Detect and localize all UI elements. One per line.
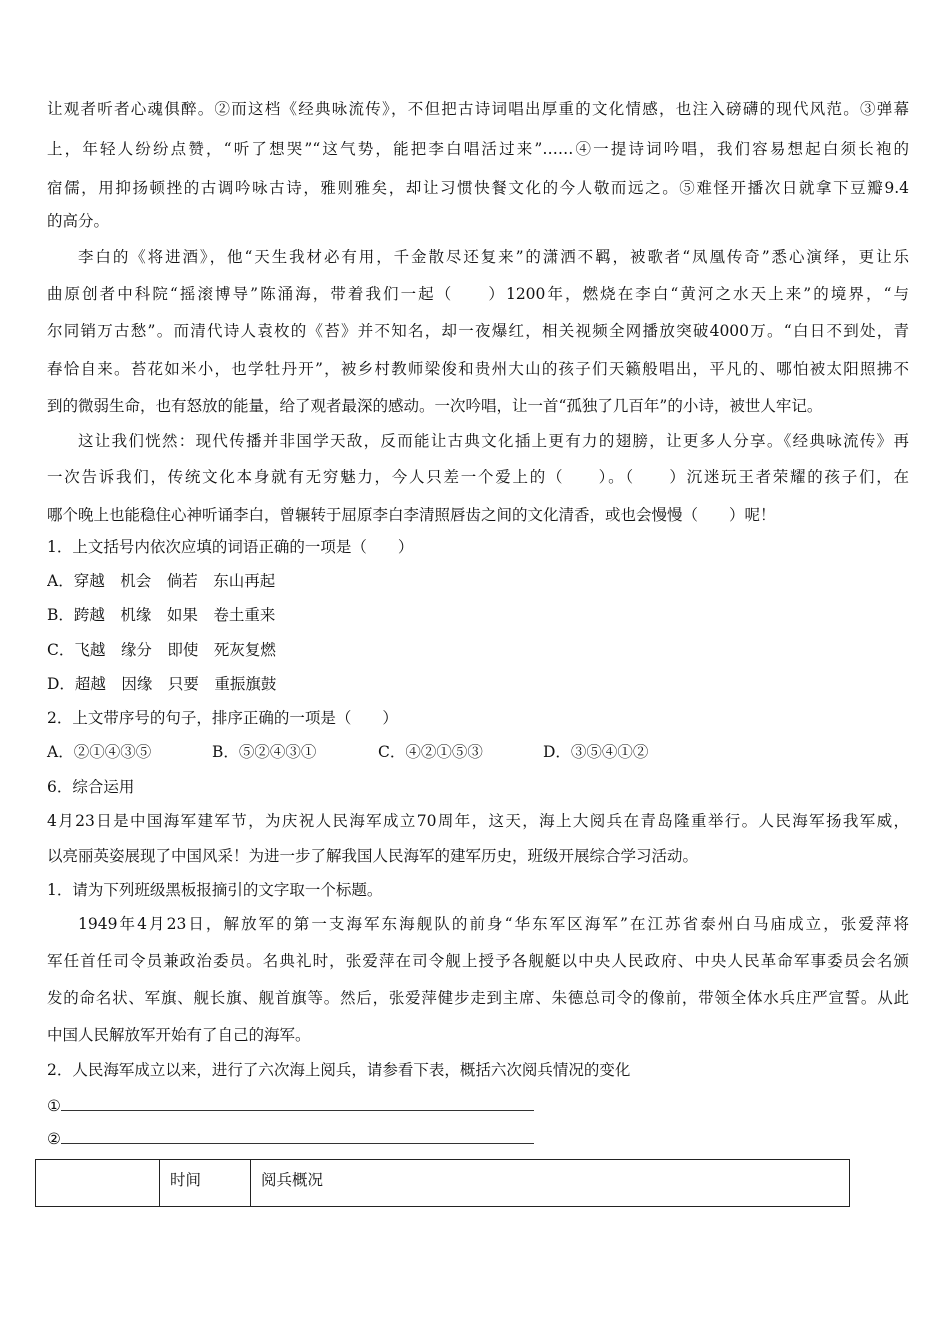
section-6-intro-line: 以亮丽英姿展现了中国风采！为进一步了解我国人民海军的建军历史，班级开展综合学习活动。: [47, 847, 699, 865]
excerpt-line: 中国人民解放军开始有了自己的海军。: [47, 1026, 311, 1044]
question-2-option-c[interactable]: C．④②①⑤③: [378, 743, 483, 761]
answer-blank-2[interactable]: [47, 1129, 534, 1149]
question-1-stem: 1．上文括号内依次应填的词语正确的一项是（ ）: [47, 538, 414, 556]
passage-p2-line: 尔同销万古愁”。而清代诗人袁枚的《苔》并不知名，却一夜爆红，相关视频全网播放突破4000万。“白日不到处，青: [47, 322, 909, 340]
answer-blank-1[interactable]: [47, 1096, 534, 1116]
question-1-option-d[interactable]: D．超越 因缘 只要 重振旗鼓: [47, 675, 277, 693]
answer-line: [61, 1129, 534, 1144]
excerpt-line: 发的命名状、军旗、舰长旗、舰首旗等。然后，张爱萍健步走到主席、朱德总司令的像前，带领全体水兵庄严宣誓。从此: [47, 989, 909, 1007]
passage-p3-line: 一次告诉我们，传统文化本身就有无穷魅力，今人只差一个爱上的（ ）。（ ）沉迷玩王者荣耀的孩子们，在: [47, 468, 909, 486]
section-6-question-1-stem: 1．请为下列班级黑板报摘引的文字取一个标题。: [47, 881, 383, 899]
passage-p1-line: 让观者听者心魂俱醉。②而这档《经典咏流传》，不但把古诗词唱出厚重的文化情感，也注入磅礴的现代风范。③弹幕: [47, 100, 909, 118]
passage-p2-line: 春恰自来。苔花如米小，也学牡丹开”，被乡村教师梁俊和贵州大山的孩子们天籁般唱出，平凡的、哪怕被太阳照拂不: [47, 360, 909, 378]
passage-p3-line: 这让我们恍然：现代传播并非国学天敌，反而能让古典文化插上更有力的翅膀，让更多人分享。《经典咏流传》再: [78, 432, 909, 450]
table-header-overview: 阅兵概况: [251, 1160, 850, 1207]
question-1-option-c[interactable]: C．飞越 缘分 即使 死灰复燃: [47, 641, 276, 659]
question-1-option-b[interactable]: B．跨越 机缘 如果 卷土重来: [47, 606, 276, 624]
answer-line: [61, 1096, 534, 1111]
passage-p2-line: 到的微弱生命，也有怒放的能量，给了观者最深的感动。一次吟唱，让一首“孤独了几百年”的小诗，被世人牢记。: [47, 397, 823, 415]
passage-p2-line: 曲原创者中科院“摇滚博导”陈涌海，带着我们一起（ ）1200年，燃烧在李白“黄河之水天上来”的境界，“与: [47, 285, 909, 303]
question-1-option-a[interactable]: A．穿越 机会 倘若 东山再起: [47, 572, 276, 590]
section-6-question-2-stem: 2．人民海军成立以来，进行了六次海上阅兵，请参看下表，概括六次阅兵情况的变化: [47, 1061, 631, 1079]
table-header-time: 时间: [160, 1160, 251, 1207]
excerpt-line: 1949年4月23日，解放军的第一支海军东海舰队的前身“华东军区海军”在江苏省泰州白马庙成立，张爱萍将: [78, 915, 909, 933]
passage-p2-line: 李白的《将进酒》，他“天生我材必有用，千金散尽还复来”的潇洒不羁，被歌者“凤凰传奇”悉心演绎，更让乐: [78, 248, 909, 266]
question-2-option-b[interactable]: B．⑤②④③①: [212, 743, 317, 761]
passage-p1-line: 上，年轻人纷纷点赞，“听了想哭”“这气势，能把李白唱活过来”……④一提诗词吟唱，我们容易想起白须长袍的: [47, 140, 909, 158]
question-2-stem: 2．上文带序号的句子，排序正确的一项是（ ）: [47, 709, 398, 727]
table-header-cell: [36, 1160, 160, 1207]
table-header-row: [36, 1160, 850, 1207]
question-2-option-d[interactable]: D．③⑤④①②: [543, 743, 649, 761]
passage-p1-line: 的高分。: [47, 212, 110, 230]
answer-blank-marker: ②: [47, 1130, 61, 1148]
answer-blank-marker: ①: [47, 1097, 61, 1115]
section-6-heading: 6．综合运用: [47, 778, 135, 796]
passage-p1-line: 宿儒，用抑扬顿挫的古调吟咏古诗，雅则雅矣，却让习惯快餐文化的今人敬而远之。⑤难怪开播次日就拿下豆瓣9.4: [47, 179, 909, 197]
parade-table: [35, 1159, 850, 1207]
passage-p3-line: 哪个晚上也能稳住心神听诵李白，曾辗转于屈原李白李清照唇齿之间的文化清香，或也会慢慢（ ）呢！: [47, 506, 776, 524]
excerpt-line: 军任首任司令员兼政治委员。名典礼时，张爱萍在司令舰上授予各舰艇以中央人民政府、中央人民革命军事委员会名颁: [47, 952, 909, 970]
question-2-option-a[interactable]: A．②①④③⑤: [47, 743, 152, 761]
section-6-intro-line: 4月23日是中国海军建军节，为庆祝人民海军成立70周年，这天，海上大阅兵在青岛隆重举行。人民海军扬我军威，: [47, 812, 909, 830]
